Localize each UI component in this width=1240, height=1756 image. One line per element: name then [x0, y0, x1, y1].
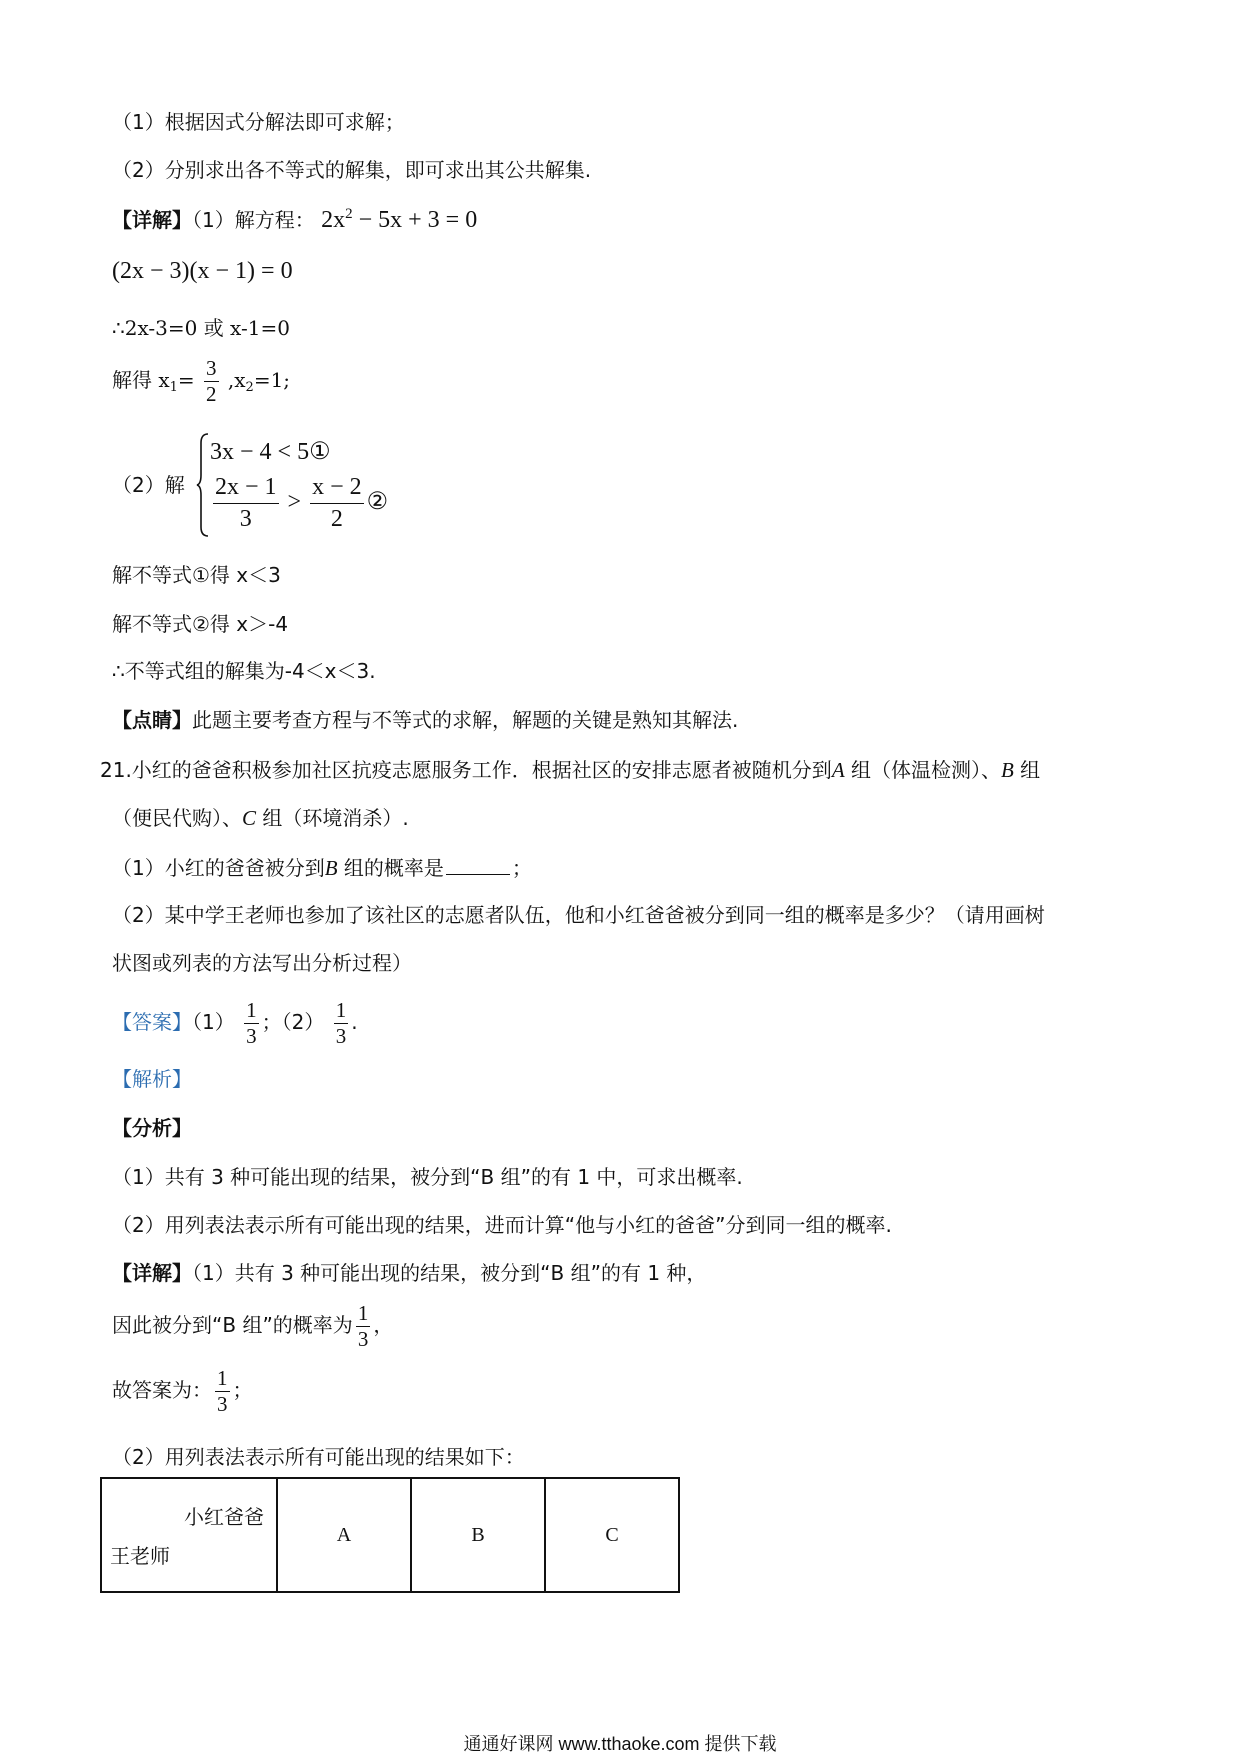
sub-question-2-line-1: （2）某中学王老师也参加了该社区的志愿者队伍，他和小红爸爸被分到同一组的概率是多少？（请用画树	[112, 903, 1045, 927]
roots-frac-den: 2	[206, 382, 217, 406]
analysis-label: 【解析】	[112, 1067, 192, 1091]
detail-label: 【详解】	[112, 208, 192, 232]
detail2-line-3	[112, 1368, 253, 1415]
q21-text-d: （便民代购）、	[112, 806, 242, 830]
sq1-a: （1）小红的爸爸被分到	[112, 856, 325, 880]
roots-line	[112, 358, 290, 405]
comment-text: 此题主要考查方程与不等式的求解，解题的关键是熟知其解法.	[192, 708, 739, 732]
answer-label: 【答案】	[112, 1010, 192, 1034]
d3-b: ；	[232, 1378, 253, 1402]
d2-b: ，	[373, 1313, 394, 1337]
q21-A: A	[831, 758, 845, 782]
system-inequality-1: 3x − 4 < 5①	[210, 439, 331, 465]
q21-text-a: 21.小红的爸爸积极参加社区抗疫志愿服务工作．根据社区的安排志愿者被随机分到	[100, 758, 832, 782]
answer-frac-1	[244, 1000, 259, 1047]
table-row	[101, 1478, 679, 1592]
ineq2-den-right: 2	[330, 506, 343, 532]
equation-1-coef: 2x	[321, 207, 346, 233]
footer-credit: 通通好课网 www.tthaoke.com 提供下载	[463, 1734, 777, 1754]
d2-num: 1	[357, 1301, 369, 1325]
detail2-line-2	[112, 1303, 393, 1350]
solution-line: ∴2x-3=0 或 x-1=0	[112, 316, 290, 340]
equation-1	[321, 207, 477, 233]
d2-den: 3	[357, 1327, 369, 1351]
corner-bottom-label: 王老师	[110, 1544, 170, 1568]
sq1-b: 组的概率是	[337, 856, 444, 880]
system-brace	[196, 433, 210, 537]
answer-frac-2-den: 3	[335, 1024, 347, 1048]
answer-line	[112, 1000, 358, 1047]
answer-frac-1-den: 3	[246, 1024, 257, 1048]
ineq2-gt: >	[281, 489, 308, 516]
ineq2-frac-right	[310, 474, 364, 533]
ineq2-circle: ②	[366, 489, 389, 516]
q21-text-e: 组（环境消杀）.	[256, 806, 409, 830]
d3-frac	[215, 1368, 230, 1415]
roots-sub2: 2	[245, 380, 254, 395]
corner-top-label: 小红爸爸	[184, 1505, 264, 1529]
table-corner-cell	[101, 1478, 277, 1592]
d2-a: 因此被分到“B 组”的概率为	[112, 1313, 353, 1337]
d3-den: 3	[217, 1392, 228, 1416]
ineq2-num-left: 2x − 1	[213, 474, 279, 504]
detail-line-1	[112, 207, 477, 232]
question-21-line-2	[112, 808, 409, 829]
answer-b: ；（2）	[261, 1010, 325, 1034]
roots-fraction	[204, 358, 219, 405]
system-label: （2）解	[112, 473, 185, 497]
equation-1-rest: − 5x + 3 = 0	[352, 207, 478, 233]
detail-text: （1）解方程：	[192, 208, 315, 232]
answer-frac-2	[334, 1000, 349, 1047]
method-label: 【分析】	[112, 1116, 192, 1140]
comment-line	[112, 710, 738, 730]
equation-2: (2x − 3)(x − 1) = 0	[112, 258, 293, 284]
ineq-result-1: 解不等式①得 x＜3	[112, 563, 281, 587]
answer-frac-2-num: 1	[335, 998, 347, 1022]
analysis-line-2: （2）用列表法表示所有可能出现的结果，进而计算“他与小红的爸爸”分到同一组的概率.	[112, 1213, 892, 1237]
roots-pre: 解得 x	[112, 368, 170, 392]
detail2-label: 【详解】	[112, 1261, 192, 1285]
roots-end: =1;	[253, 368, 291, 392]
table-header-a: A	[277, 1478, 411, 1592]
d2-frac	[356, 1303, 371, 1350]
ineq2-frac-left	[213, 474, 279, 533]
answer-blank	[446, 856, 510, 875]
sq1-B: B	[324, 856, 338, 880]
outcome-table	[100, 1477, 680, 1593]
method-line-1: （1）根据因式分解法即可求解；	[112, 110, 405, 134]
table-header-b: B	[411, 1478, 545, 1592]
ineq-result-2: 解不等式②得 x＞-4	[112, 612, 289, 636]
ineq2-num-right: x − 2	[310, 474, 364, 504]
sub-question-2-line-2: 状图或列表的方法写出分析过程）	[112, 951, 412, 975]
method-line-2: （2）分别求出各不等式的解集，即可求出其公共解集.	[112, 158, 592, 182]
ineq-result-3: ∴不等式组的解集为-4＜x＜3.	[112, 659, 376, 683]
comment-label: 【点睛】	[112, 708, 192, 732]
d3-num: 1	[217, 1366, 228, 1390]
equation-1-sup: 2	[345, 206, 353, 222]
system-inequality-2	[210, 474, 388, 533]
question-21-line-1	[100, 760, 1040, 781]
analysis-line-1: （1）共有 3 种可能出现的结果，被分到“B 组”的有 1 中，可求出概率.	[112, 1165, 743, 1189]
sq1-c: ；	[511, 856, 532, 880]
roots-frac-num: 3	[206, 356, 217, 380]
table-header-c: C	[545, 1478, 679, 1592]
answer-frac-1-num: 1	[246, 998, 257, 1022]
ineq2-den-left: 3	[239, 506, 252, 532]
roots-mid: ,x	[221, 368, 246, 392]
detail2-text: （1）共有 3 种可能出现的结果，被分到“B 组”的有 1 种，	[192, 1261, 707, 1285]
q21-text-c: 组	[1013, 758, 1041, 782]
roots-sub1: 1	[169, 380, 178, 395]
q21-B: B	[1001, 758, 1014, 782]
q21-text-b: 组（体温检测）、	[844, 758, 1001, 782]
detail2-line-4: （2）用列表法表示所有可能出现的结果如下：	[112, 1445, 525, 1469]
roots-eq: =	[177, 368, 195, 392]
q21-C: C	[242, 806, 257, 830]
detail2-line-1	[112, 1263, 706, 1283]
answer-a: （1）	[192, 1010, 235, 1034]
sub-question-1	[112, 856, 532, 879]
d3-a: 故答案为：	[112, 1378, 212, 1402]
answer-c: .	[351, 1010, 358, 1034]
